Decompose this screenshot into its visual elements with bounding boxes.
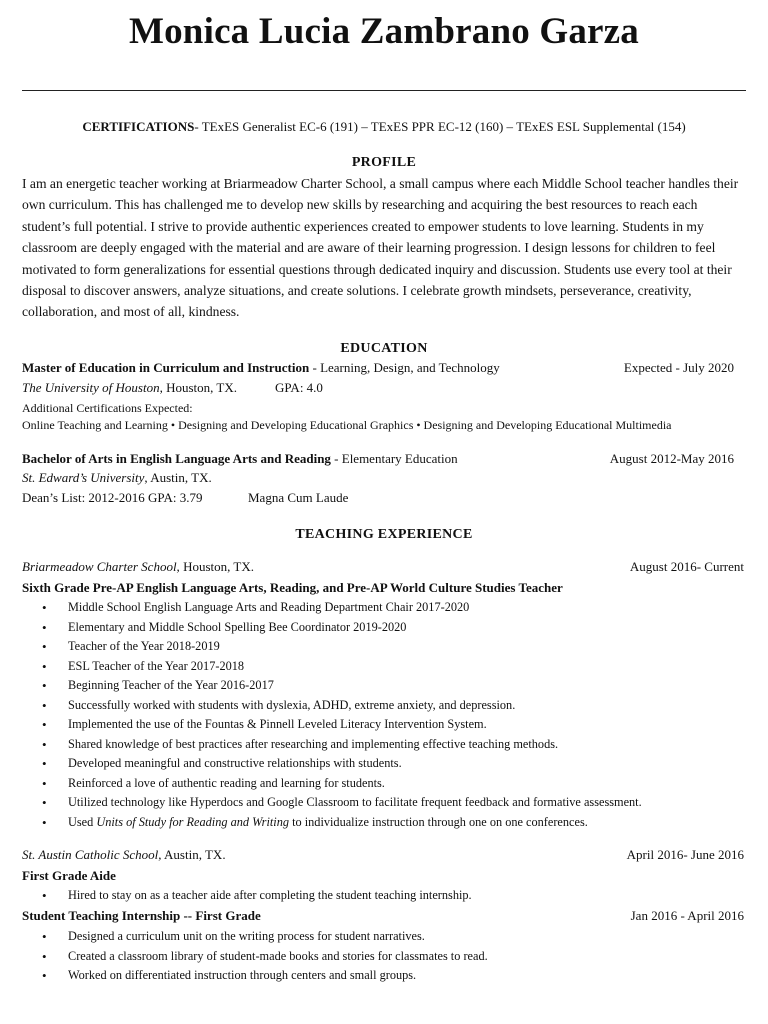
list-item: • Developed meaningful and constructive relationships with students. (42, 754, 642, 774)
bullet-text-pre: Used (68, 815, 97, 830)
list-item: • Successfully worked with students with dyslexia, ADHD, extreme anxiety, and depression. (42, 696, 642, 716)
bachelors-school-line (22, 470, 212, 486)
job2-role2-bullet-list (42, 927, 488, 986)
bachelors-focus: - Elementary Education (330, 451, 458, 466)
certifications-label: CERTIFICATIONS (82, 119, 195, 134)
masters-focus: - Learning, Design, and Technology (309, 360, 500, 375)
bachelors-degree: Bachelor of Arts in English Language Arts and Reading (22, 451, 331, 466)
masters-degree: Master of Education in Curriculum and Instruction (22, 360, 310, 375)
resume-name: Monica Lucia Zambrano Garza (128, 11, 639, 52)
masters-school: The University of Houston, (22, 380, 163, 395)
bullet-text-post: to individualize instruction through one on one conferences. (289, 815, 588, 830)
bachelors-degree-line (22, 451, 458, 467)
list-item: • Beginning Teacher of the Year 2016-2017 (42, 676, 642, 696)
job2-role2-title: Student Teaching Internship -- First Grade (22, 908, 261, 923)
list-item: • Implemented the use of the Fountas & Pinnell Leveled Literacy Intervention System. (42, 715, 642, 735)
profile-heading: PROFILE (351, 155, 417, 170)
job2-school: St. Austin Catholic School, (22, 847, 162, 862)
list-item: • Hired to stay on as a teacher aide after completing the student teaching internship. (42, 886, 472, 906)
list-item: • Elementary and Middle School Spelling Bee Coordinator 2019-2020 (42, 618, 642, 638)
list-item: • Reinforced a love of authentic reading and learning for students. (42, 774, 642, 794)
job1-location: Houston, TX. (179, 559, 254, 574)
list-item: • Shared knowledge of best practices after researching and implementing effective teaching methods. (42, 735, 642, 755)
list-item: • Worked on differentiated instruction through centers and small groups. (42, 966, 488, 986)
job2-role1-title: First Grade Aide (22, 868, 116, 883)
job2-school-line (22, 847, 226, 863)
bullet-text-italic: Units of Study for Reading and Writing (96, 815, 290, 830)
list-item: • Created a classroom library of student-made books and stories for classmates to read. (42, 947, 488, 967)
list-item: • Designed a curriculum unit on the writing process for student narratives. (42, 927, 488, 947)
bachelors-date: August 2012-May 2016 (609, 451, 734, 466)
masters-date: Expected - July 2020 (623, 360, 734, 375)
certifications-text: - TExES Generalist EC-6 (191) – TExES PPR EC-12 (160) – TExES ESL Supplemental (154) (194, 119, 686, 134)
list-item: • Utilized technology like Hyperdocs and Google Classroom to facilitate frequent feedback and formative assessment. (42, 793, 642, 813)
bachelors-deans-list: Dean’s List: 2012-2016 GPA: 3.79 (22, 490, 203, 505)
masters-school-line (22, 380, 237, 396)
additional-certs-list: Online Teaching and Learning • Designing and Developing Educational Graphics • Designing and Developing Educational Multimedia (22, 418, 672, 432)
bachelors-honor: Magna Cum Laude (248, 490, 349, 505)
profile-text: I am an energetic teacher working at Briarmeadow Charter School, a small campus where each Middle School teacher handles their own curriculum. This has challenged me to develop new skills by researching and acquiring the best resources to reach each student’s full potential. I strive to provide authentic experiences created to empower students to love learning. Students in my classroom are deeply engaged with the material and are aware of their learning progression. I design lessons for children to feel motivated to form generalizations for essential questions through dedicated inquiry and discussion. Students use every tool at their disposal to discover answers, analyze situations, and create solutions. I celebrate growth mindsets, perseverance, creativity, collaboration, and most of all, kindness. (22, 176, 739, 320)
list-item: • Teacher of the Year 2018-2019 (42, 637, 642, 657)
list-item (42, 813, 642, 833)
job1-bullet-list (42, 598, 642, 833)
job2-role1-bullet-list (42, 886, 472, 906)
job2-location: Austin, TX. (161, 847, 226, 862)
job2-date: April 2016- June 2016 (626, 847, 744, 862)
job2-role2-date: Jan 2016 - April 2016 (630, 908, 744, 923)
list-item: • Middle School English Language Arts and Reading Department Chair 2017-2020 (42, 598, 642, 618)
header-divider (22, 90, 746, 91)
list-item: • ESL Teacher of the Year 2017-2018 (42, 657, 642, 677)
masters-degree-line (22, 360, 500, 376)
masters-gpa: GPA: 4.0 (275, 380, 323, 395)
certifications-line (0, 119, 768, 135)
bachelors-school: St. Edward’s University (22, 470, 145, 485)
job1-date: August 2016- Current (629, 559, 744, 574)
education-heading: EDUCATION (340, 341, 428, 356)
additional-certs-label: Additional Certifications Expected: (22, 401, 193, 415)
job1-title: Sixth Grade Pre-AP English Language Arts, Reading, and Pre-AP World Culture Studies Teacher (22, 580, 563, 595)
experience-heading: TEACHING EXPERIENCE (295, 527, 473, 542)
job1-school-line (22, 559, 254, 575)
bachelors-location: , Austin, TX. (144, 470, 212, 485)
job1-school: Briarmeadow Charter School, (22, 559, 180, 574)
masters-location: Houston, TX. (162, 380, 237, 395)
